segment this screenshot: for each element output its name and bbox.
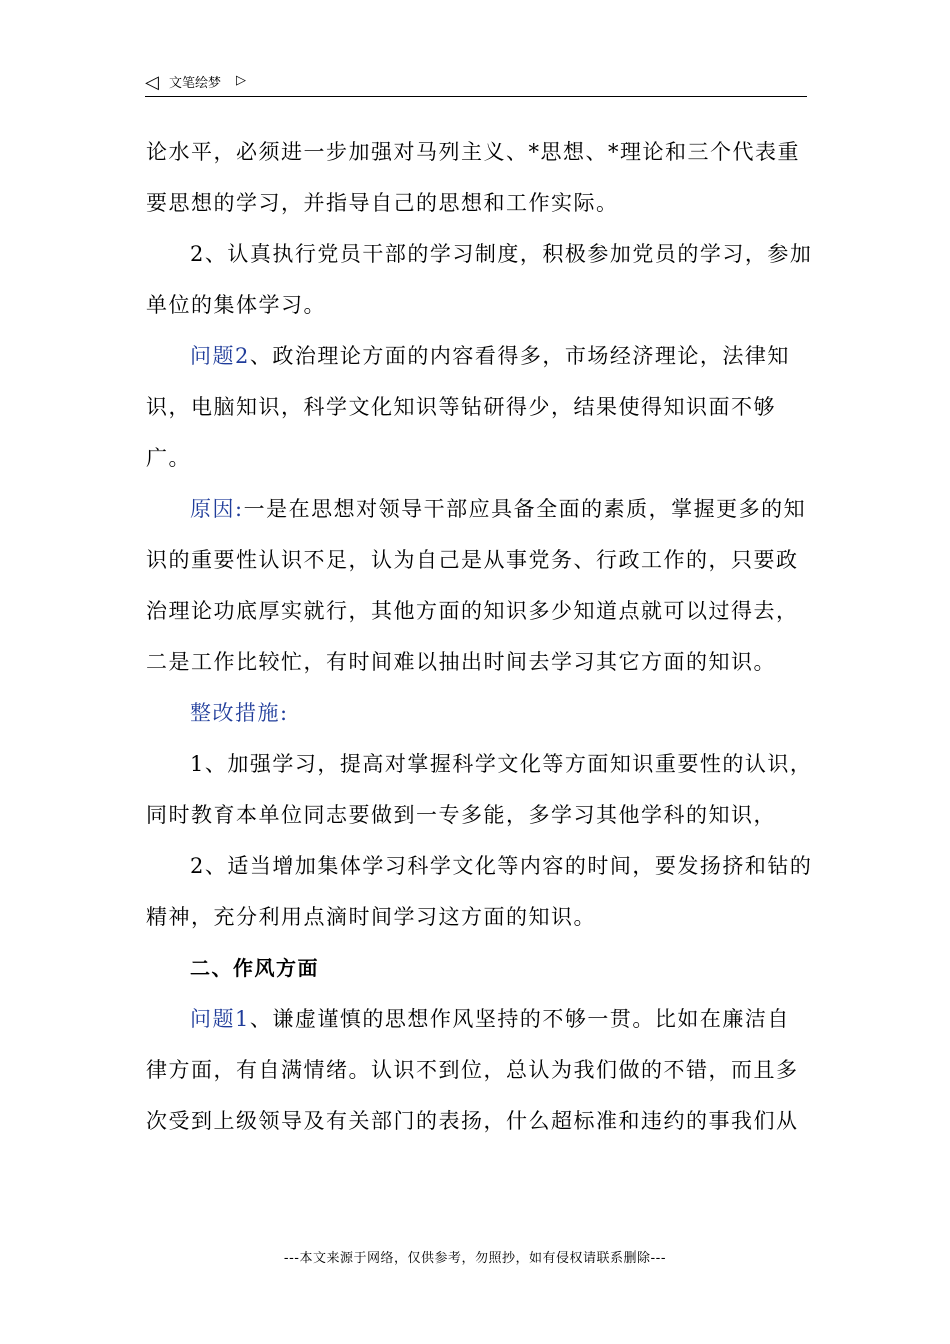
header-brand: 文笔绘梦: [169, 76, 222, 91]
paragraph-line: [146, 484, 806, 535]
paragraph-line: 二是工作比较忙，有时间难以抽出时间去学习其它方面的知识。: [146, 650, 776, 674]
paragraph-line: 律方面，有自满情绪。认识不到位，总认为我们做的不错，而且多: [146, 1058, 799, 1082]
measures-label: 整改措施:: [190, 701, 289, 725]
paragraph-line: 精神，充分利用点滴时间学习这方面的知识。: [146, 905, 596, 929]
paragraph-line: 论水平，必须进一步加强对马列主义、*思想、*理论和三个代表重: [146, 140, 800, 164]
paragraph-line: 次受到上级领导及有关部门的表扬，什么超标准和违约的事我们从: [146, 1109, 799, 1133]
document-body: [146, 127, 813, 1147]
problem-2-label: 问题2: [190, 344, 250, 368]
paragraph-line: 识的重要性认识不足，认为自己是从事党务、行政工作的，只要政: [146, 548, 799, 572]
paragraph-line: [146, 994, 806, 1045]
cause-label: 原因:: [190, 497, 244, 521]
paragraph-line: 单位的集体学习。: [146, 293, 326, 317]
paragraph-line: 要思想的学习，并指导自己的思想和工作实际。: [146, 191, 619, 215]
paragraph-line: [146, 331, 806, 382]
page-header: [145, 70, 807, 97]
section-heading: 二、作风方面: [190, 956, 319, 980]
right-triangle-icon: ▷: [236, 73, 246, 88]
paragraph-line: 治理论功底厚实就行，其他方面的知识多少知道点就可以过得去，: [146, 599, 799, 623]
problem-1-label: 问题1: [190, 1007, 250, 1031]
page-footer: ---本文来源于网络，仅供参考，勿照抄，如有侵权请联系删除---: [283, 1251, 667, 1266]
paragraph-line: 识，电脑知识，科学文化知识等钻研得少，结果使得知识面不够: [146, 395, 776, 419]
left-triangle-icon: ◁: [145, 72, 159, 93]
paragraph-line: 2、适当增加集体学习科学文化等内容的时间，要发扬挤和钻的: [190, 854, 813, 878]
paragraph-line: 广。: [146, 446, 191, 470]
paragraph-line: 同时教育本单位同志要做到一专多能，多学习其他学科的知识，: [146, 803, 776, 827]
paragraph-text: 、政治理论方面的内容看得多，市场经济理论，法律知: [249, 344, 790, 368]
paragraph-text: 、谦虚谨慎的思想作风坚持的不够一贯。比如在廉洁自: [249, 1007, 790, 1031]
paragraph-line: 2、认真执行党员干部的学习制度，积极参加党员的学习，参加: [190, 242, 813, 266]
paragraph-line: 1、加强学习，提高对掌握科学文化等方面知识重要性的认识，: [190, 752, 813, 776]
paragraph-text: 一是在思想对领导干部应具备全面的素质，掌握更多的知: [243, 497, 807, 521]
